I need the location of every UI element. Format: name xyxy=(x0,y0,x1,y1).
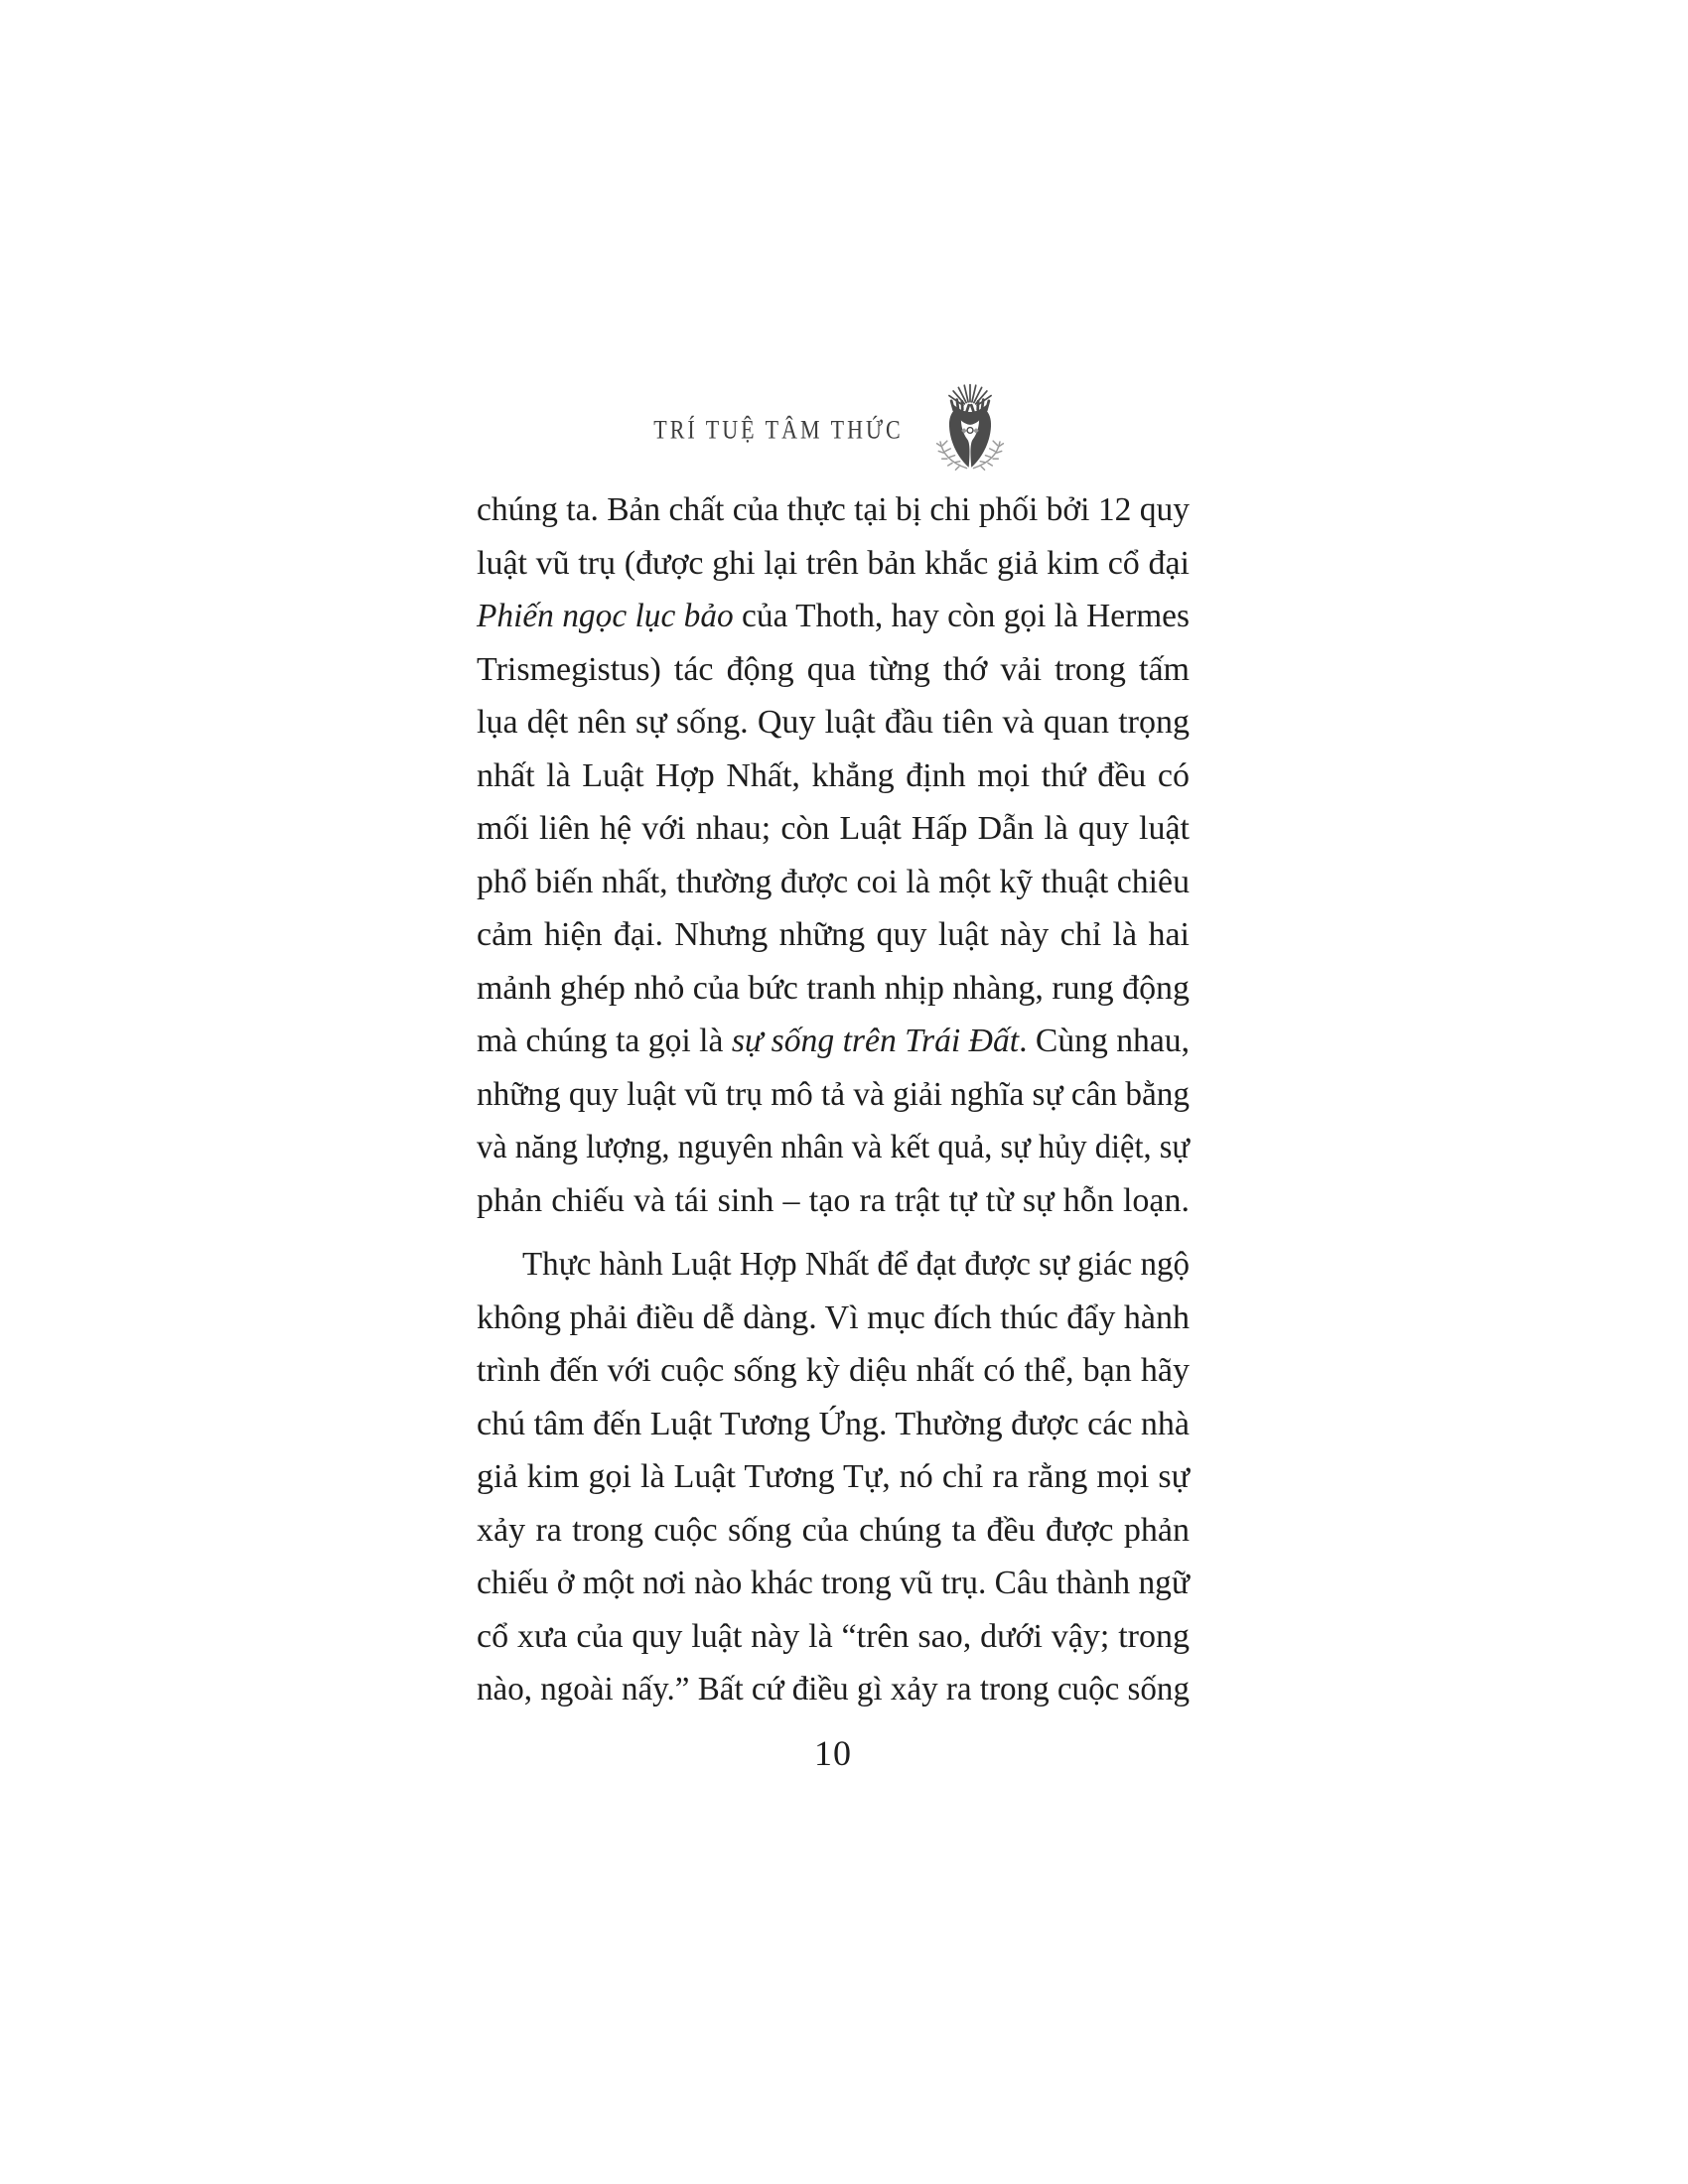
text-line: Phiến ngọc lục bảo của Thoth, hay còn gọi là Hermes xyxy=(477,598,1190,634)
running-header-title: TRÍ TUỆ TÂM THỨC xyxy=(653,414,904,445)
paragraph xyxy=(477,483,1190,1227)
text-line: Trismegistus) tác động qua từng thớ vải trong tấm xyxy=(477,650,1190,688)
running-header xyxy=(477,377,1190,482)
text-line: phản chiếu và tái sinh – tạo ra trật tự từ sự hỗn loạn. xyxy=(477,1181,1190,1219)
hands-holding-moon-icon xyxy=(927,382,1013,478)
text-line: cổ xưa của quy luật này là “trên sao, dưới vậy; trong xyxy=(477,1617,1190,1655)
text-line: mảnh ghép nhỏ của bức tranh nhịp nhàng, rung động xyxy=(477,969,1190,1007)
text-line: nào, ngoài nấy.” Bất cứ điều gì xảy ra trong cuộc sống xyxy=(477,1671,1190,1707)
paragraph xyxy=(477,1238,1190,1716)
text-line: Thực hành Luật Hợp Nhất để đạt được sự giác ngộ xyxy=(522,1246,1190,1283)
body-text xyxy=(477,483,1190,1716)
text-line: phổ biến nhất, thường được coi là một kỹ thuật chiêu xyxy=(477,863,1190,900)
page-number: 10 xyxy=(814,1733,852,1773)
text-line: chiếu ở một nơi nào khác trong vũ trụ. Câu thành ngữ xyxy=(477,1565,1190,1601)
text-line: những quy luật vũ trụ mô tả và giải nghĩa sự cân bằng xyxy=(477,1075,1190,1113)
text-line: trình đến với cuộc sống kỳ diệu nhất có thể, bạn hãy xyxy=(477,1352,1190,1389)
text-line: nhất là Luật Hợp Nhất, khẳng định mọi thứ đều có xyxy=(477,756,1190,794)
text-line: mà chúng ta gọi là sự sống trên Trái Đất. Cùng nhau, xyxy=(477,1023,1190,1059)
text-line: chúng ta. Bản chất của thực tại bị chi phối bởi 12 quy xyxy=(477,491,1190,528)
text-line: và năng lượng, nguyên nhân và kết quả, sự hủy diệt, sự xyxy=(477,1129,1190,1165)
text-line: luật vũ trụ (được ghi lại trên bản khắc giả kim cổ đại xyxy=(477,544,1190,582)
text-line: chú tâm đến Luật Tương Ứng. Thường được các nhà xyxy=(477,1405,1190,1442)
page-footer xyxy=(477,1735,1190,1771)
text-line: giả kim gọi là Luật Tương Tự, nó chỉ ra rằng mọi sự xyxy=(477,1458,1190,1495)
text-line: xảy ra trong cuộc sống của chúng ta đều được phản xyxy=(477,1511,1190,1549)
text-line: không phải điều dễ dàng. Vì mục đích thúc đẩy hành xyxy=(477,1298,1190,1336)
text-line: cảm hiện đại. Nhưng những quy luật này chỉ là hai xyxy=(477,916,1190,953)
text-line: mối liên hệ với nhau; còn Luật Hấp Dẫn là quy luật xyxy=(477,810,1190,847)
text-line: lụa dệt nên sự sống. Quy luật đầu tiên và quan trọng xyxy=(477,704,1190,741)
